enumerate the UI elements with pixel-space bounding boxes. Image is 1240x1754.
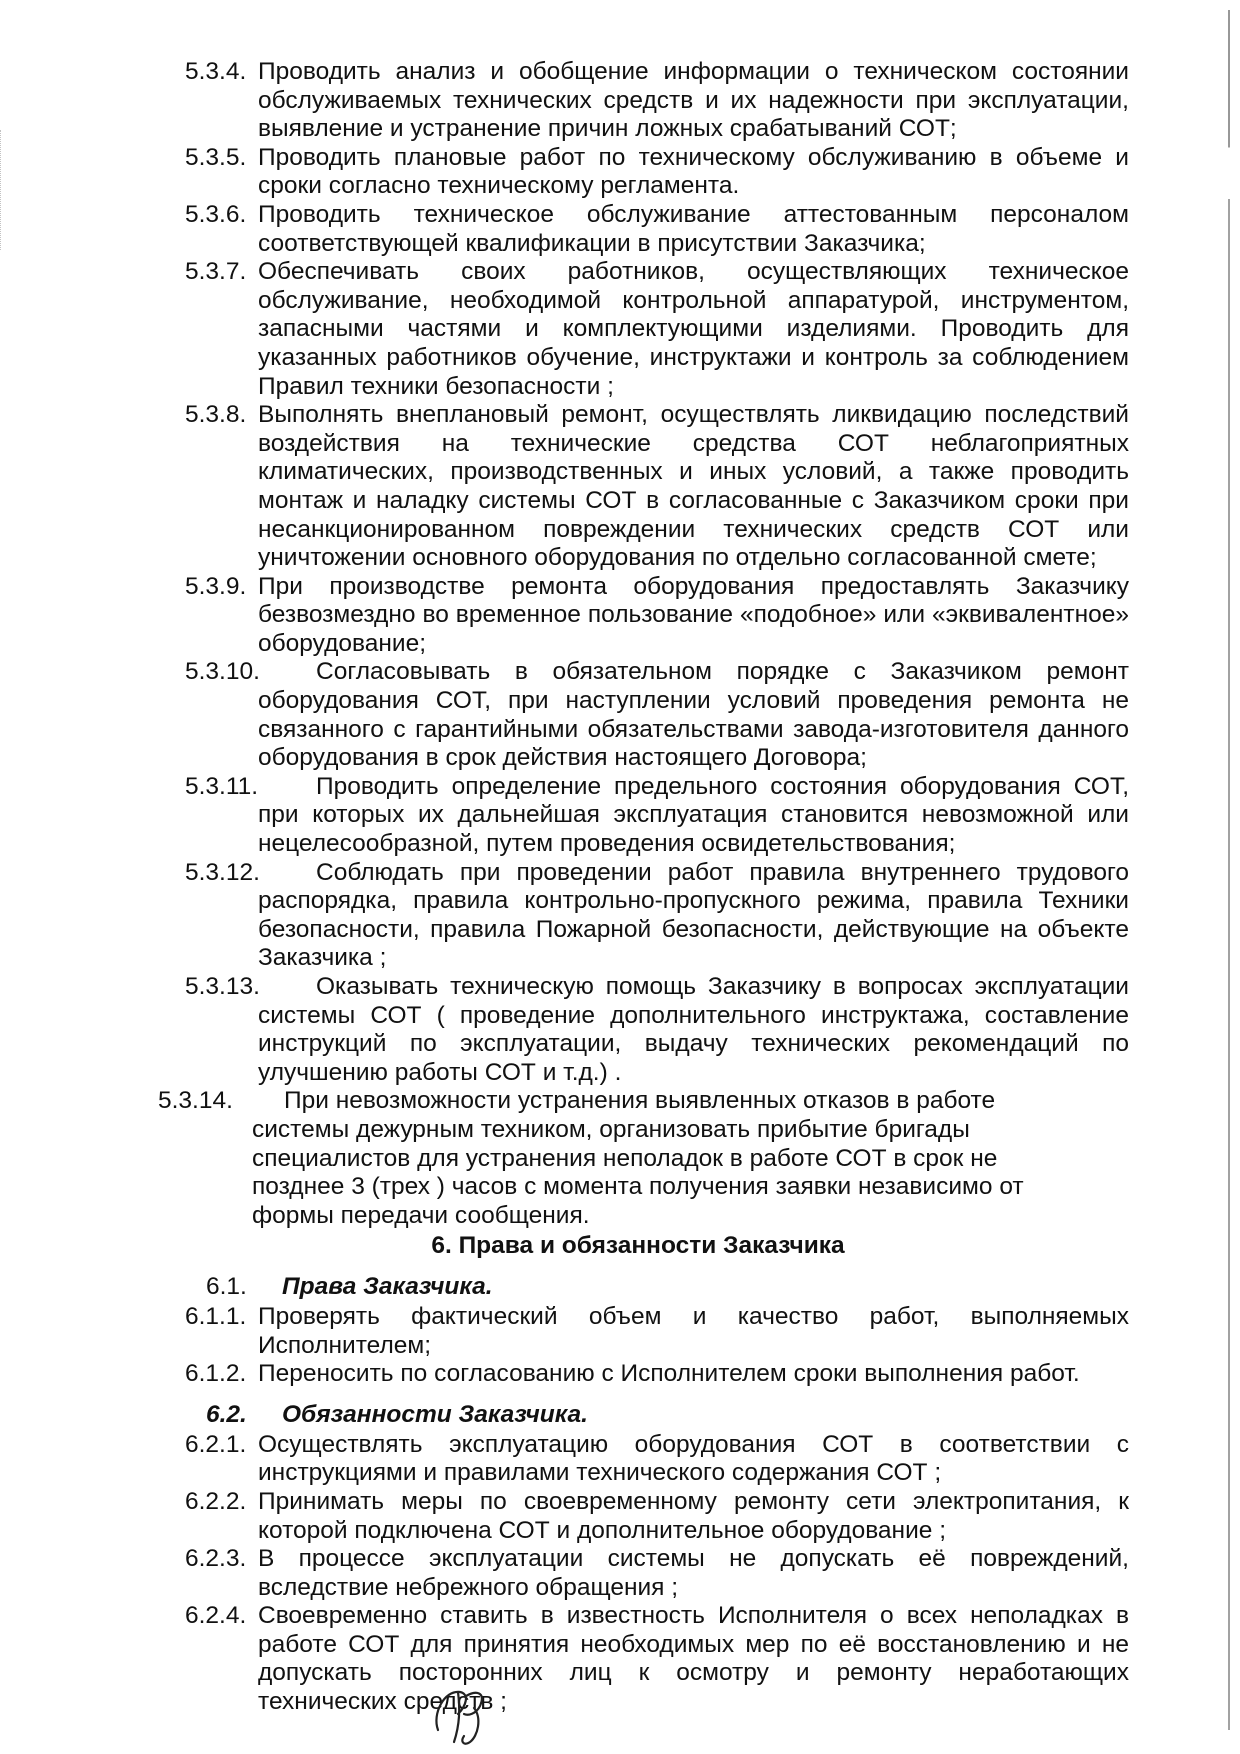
clause-text: Принимать меры по своевременному ремонту сети электропитания, к которой подключена СОТ и дополнительное оборудование ;	[258, 1487, 1129, 1544]
clause-5-3-14	[0, 1087, 1240, 1230]
subsection-6-2-heading	[0, 1401, 1240, 1431]
clause-5-3-4	[0, 58, 1240, 144]
handwritten-signature	[430, 1684, 500, 1748]
clause-5-3-7	[0, 258, 1240, 401]
clause-text: Проводить анализ и обобщение информации о техническом состоянии обслуживаемых технических средств и их надежности при эксплуатации, выявление и устранение причин ложных срабатываний СОТ;	[258, 58, 1129, 143]
clause-number: 5.3.8.	[185, 401, 247, 429]
section-6-title: 6. Права и обязанности Заказчика	[431, 1232, 845, 1260]
clause-6-2-1	[0, 1431, 1240, 1488]
clause-text: Выполнять внеплановый ремонт, осуществлять ликвидацию последствий воздействия на технические средства СОТ неблагоприятных климатических, производственных и иных условий, а также проводить монтаж и наладку системы СОТ в согласованные с Заказчиком сроки при несанкционированном повреждении технических средств СОТ или уничтожении основного оборудования по отдельно согласованной смете;	[258, 401, 1129, 572]
clause-number: 5.3.13.	[185, 973, 260, 1000]
clause-text: Соблюдать при проведении работ правила внутреннего трудового распорядка, правила контрольно-пропускного режима, правила Техники безопасности, правила Пожарной безопасности, действующие на объекте Заказчика ;	[258, 858, 1129, 972]
clause-text: В процессе эксплуатации системы не допускать её повреждений, вследствие небрежного обращения ;	[258, 1545, 1129, 1601]
clause-text: Переносить по согласованию с Исполнителем сроки выполнения работ.	[258, 1360, 1080, 1388]
clause-number: 5.3.11.	[185, 772, 259, 800]
clause-number: 5.3.6.	[185, 200, 247, 228]
clause-number: 5.3.5.	[185, 143, 247, 171]
clause-5-3-9	[0, 573, 1240, 659]
clause-number: 5.3.7.	[185, 258, 247, 286]
clause-text: При производстве ремонта оборудования предоставлять Заказчику безвозмездно во временное пользование «подобное» или «эквивалентное» оборудование;	[258, 572, 1129, 657]
clause-text: Проводить определение предельного состояния оборудования СОТ, при которых их дальнейшая эксплуатация становится невозможной или нецелесообразной, путем проведения освидетельствования;	[258, 772, 1129, 858]
clause-5-3-13	[0, 973, 1240, 1087]
clause-5-3-8	[0, 401, 1240, 573]
clause-number: 5.3.9.	[185, 572, 247, 600]
clause-6-2-3	[0, 1545, 1240, 1602]
clause-number: 5.3.4.	[185, 58, 247, 85]
clause-number: 6.2.4.	[185, 1602, 247, 1630]
clause-5-3-10	[0, 658, 1240, 772]
clause-number: 6.2.1.	[185, 1430, 247, 1458]
subsection-label: Обязанности Заказчика.	[282, 1400, 588, 1428]
clause-text: Оказывать техническую помощь Заказчику в вопросах эксплуатации системы СОТ ( проведение дополнительного инструктажа, составление инструкций по эксплуатации, выдачу технических рекомендаций по улучшению работы СОТ и т.д.) .	[258, 973, 1129, 1086]
clause-text: Обеспечивать своих работников, осуществляющих техническое обслуживание, необходимой контрольной аппаратурой, инструментом, запасными частями и комплектующими изделиями. Проводить для указанных работников обучение, инструктажи и контроль за соблюдением Правил техники безопасности ;	[258, 258, 1129, 400]
clause-text: При невозможности устранения выявленных отказов в работе системы дежурным техником, организовать прибытие бригады специалистов для устранения неполадок в работе СОТ в срок не позднее 3 (трех ) часов с момента получения заявки независимо от формы передачи сообщения.	[252, 1087, 1024, 1229]
clause-text: Проводить плановые работ по техническому обслуживанию в объеме и сроки согласно техническому регламента.	[258, 143, 1129, 200]
clause-6-2-2	[0, 1488, 1240, 1545]
clause-number: 6.2.3.	[185, 1545, 247, 1573]
document-body	[0, 58, 1240, 1717]
clause-text: Осуществлять эксплуатацию оборудования СОТ в соответствии с инструкциями и правилами технического содержания СОТ ;	[258, 1430, 1129, 1487]
subsection-label: Права Заказчика.	[282, 1272, 493, 1300]
clause-text: Проверять фактический объем и качество работ, выполняемых Исполнителем;	[258, 1302, 1129, 1359]
clause-5-3-12	[0, 859, 1240, 973]
clause-5-3-11	[0, 773, 1240, 859]
subsection-number: 6.1.	[206, 1272, 247, 1300]
clause-number: 5.3.12.	[185, 858, 260, 886]
clause-6-1-2	[0, 1360, 1240, 1389]
clause-5-3-6	[0, 201, 1240, 258]
clause-number: 5.3.14.	[158, 1087, 233, 1115]
clause-6-1-1	[0, 1303, 1240, 1360]
subsection-6-1-heading	[0, 1273, 1240, 1303]
clause-number: 6.2.2.	[185, 1487, 247, 1515]
clause-text: Проводить техническое обслуживание аттестованным персоналом соответствующей квалификации в присутствии Заказчика;	[258, 200, 1129, 257]
clause-6-2-4	[0, 1602, 1240, 1716]
clause-text: Своевременно ставить в известность Исполнителя о всех неполадках в работе СОТ для принятия необходимых мер по её восстановлению и не допускать посторонних лиц к осмотру и ремонту неработающих технических средств ;	[258, 1602, 1129, 1716]
clause-5-3-5	[0, 144, 1240, 201]
clause-number: 6.1.1.	[185, 1302, 247, 1330]
clause-text: Согласовывать в обязательном порядке с Заказчиком ремонт оборудования СОТ, при наступлении условий проведения ремонта не связанного с гарантийными обязательствами завода-изготовителя данного оборудования в срок действия настоящего Договора;	[258, 658, 1129, 772]
subsection-number: 6.2.	[206, 1400, 247, 1428]
clause-number: 6.1.2.	[185, 1360, 247, 1388]
clause-number: 5.3.10.	[185, 658, 260, 686]
